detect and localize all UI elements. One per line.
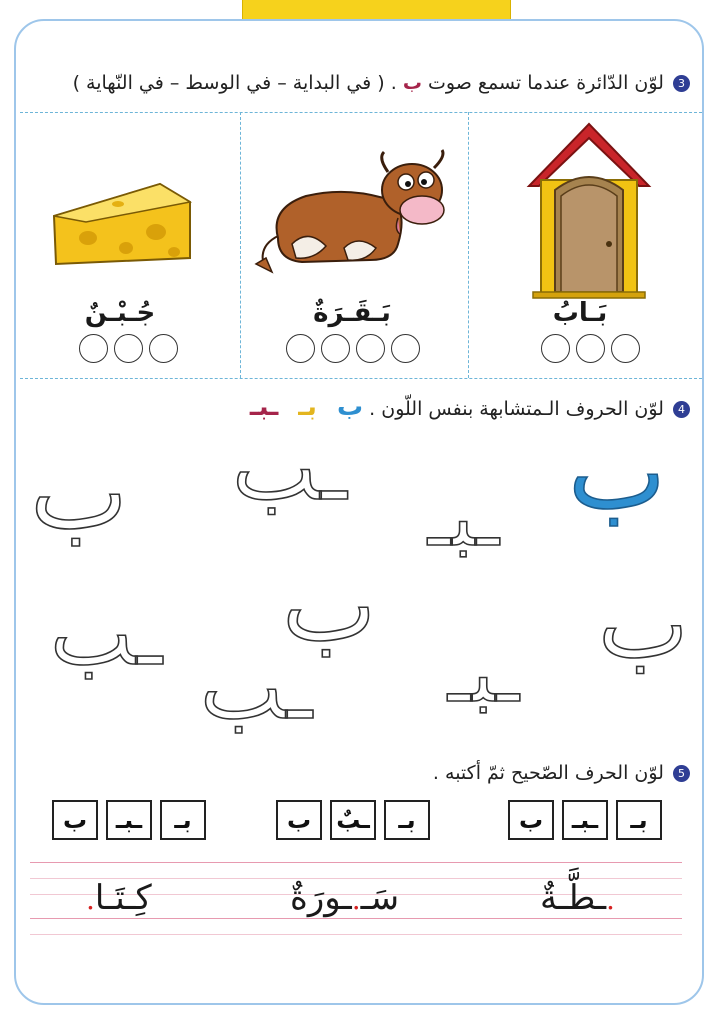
fill-word-batta[interactable] — [540, 878, 615, 918]
answer-circle[interactable] — [576, 334, 605, 363]
exercise-3-letter: ب — [402, 72, 422, 94]
exercise-3-options: . ( في البداية – في الوسط – في النّهاية ) — [72, 72, 397, 94]
colored-letter-example: ب — [568, 411, 666, 533]
outline-letter[interactable]: ب — [598, 568, 689, 680]
column-divider — [240, 112, 241, 378]
letter-choice-box[interactable]: بـ — [616, 800, 662, 840]
cheese-icon — [48, 178, 196, 270]
circles-baqara — [286, 334, 420, 363]
outline-letter[interactable]: ب — [30, 431, 128, 553]
door-icon — [525, 120, 653, 300]
letter-choice-box[interactable]: ـبـ — [106, 800, 152, 840]
exercise-5-number: 5 — [673, 765, 690, 782]
exercise-5-instruction — [433, 762, 690, 784]
letter-choice-box[interactable]: ـبـ — [562, 800, 608, 840]
word-part: كِـتَـا — [94, 878, 152, 918]
outline-letter[interactable]: ـب — [232, 416, 347, 521]
sample-letter-initial: بـ — [298, 392, 317, 422]
blank-dot: . — [606, 883, 615, 916]
circles-jubn — [79, 334, 178, 363]
circles-bab — [541, 334, 640, 363]
writing-line — [30, 934, 682, 935]
exercise-5-text: لوّن الحرف الصّحيح ثمّ أكتبه . — [432, 762, 664, 784]
answer-circle[interactable] — [114, 334, 143, 363]
letter-choice-box[interactable]: ب — [52, 800, 98, 840]
answer-circle[interactable] — [391, 334, 420, 363]
blank-dot: . — [351, 883, 361, 916]
answer-circle[interactable] — [611, 334, 640, 363]
divider — [20, 378, 702, 379]
fill-word-sabboora[interactable] — [290, 878, 399, 918]
word-part: ـورَةٌ — [290, 878, 352, 918]
answer-circle[interactable] — [79, 334, 108, 363]
sample-letter-medial: ـبـ — [249, 392, 279, 422]
blank-dot: . — [86, 883, 95, 916]
letter-choice-box[interactable]: بـ — [160, 800, 206, 840]
word-bab: بَـابُ — [552, 298, 608, 328]
header-tab — [242, 0, 511, 20]
sample-letter-isolated: ب — [336, 392, 364, 422]
column-divider — [468, 112, 469, 378]
word-part: سَـ — [360, 878, 400, 918]
outline-letter[interactable]: ب — [282, 547, 377, 664]
answer-circle[interactable] — [321, 334, 350, 363]
letter-choice-group — [276, 800, 430, 840]
outline-letter[interactable]: ـب — [200, 636, 313, 739]
divider — [20, 112, 702, 113]
exercise-3-text: لوّن الدّائرة عندما تسمع صوت — [428, 72, 664, 94]
outline-letter[interactable]: ـبـ — [448, 627, 520, 720]
fill-word-kitab[interactable] — [86, 878, 152, 918]
letter-choice-box[interactable]: بـ — [384, 800, 430, 840]
word-baqara: بَـقَـرَةٌ — [313, 298, 391, 328]
exercise-3-instruction — [73, 72, 690, 94]
letter-choice-box[interactable]: ـبٌ — [330, 800, 376, 840]
letter-choice-group — [52, 800, 206, 840]
exercise-4-number: 4 — [673, 401, 690, 418]
writing-line — [30, 862, 682, 863]
writing-line — [30, 918, 682, 919]
cow-icon — [248, 148, 460, 278]
exercise-4-text: لوّن الحروف الـمتشابهة بنفس اللّون . — [369, 398, 664, 420]
answer-circle[interactable] — [356, 334, 385, 363]
answer-circle[interactable] — [286, 334, 315, 363]
letter-choice-box[interactable]: ب — [508, 800, 554, 840]
word-part: ـطَّـةٌ — [540, 878, 607, 918]
answer-circle[interactable] — [149, 334, 178, 363]
letter-choice-group — [508, 800, 662, 840]
word-jubn: جُـبْـنٌ — [84, 298, 156, 328]
outline-letter[interactable]: ـب — [50, 582, 163, 685]
answer-circle[interactable] — [541, 334, 570, 363]
outline-letter[interactable]: ـبـ — [428, 471, 500, 564]
letter-choice-box[interactable]: ب — [276, 800, 322, 840]
exercise-3-number: 3 — [673, 75, 690, 92]
